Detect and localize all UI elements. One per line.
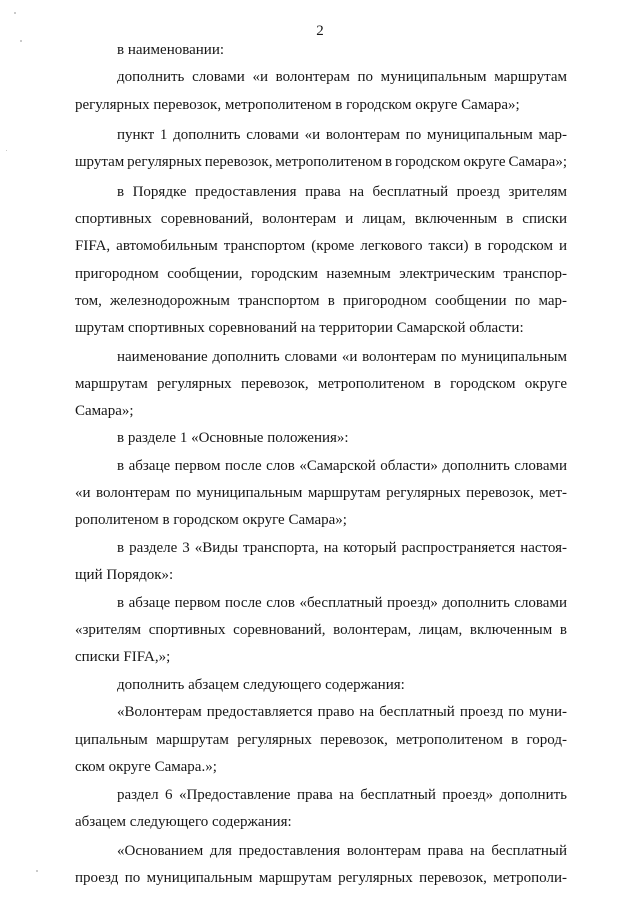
page-number: 2 — [316, 23, 324, 39]
text-line: «Основанием для предоставления волонтерам права на бесплатный — [117, 843, 567, 859]
text-line: в абзаце первом после слов «бесплатный проезд» дополнить словами — [117, 595, 567, 611]
text-line: в наименовании: — [117, 42, 225, 58]
text-line: рополитеном в городском округе Самара»; — [75, 512, 347, 528]
text-line: пункт 1 дополнить словами «и волонтерам по муниципальным мар- — [117, 127, 567, 143]
text-line: FIFA, автомобильным транспортом (кроме легкового такси) в городском и — [75, 238, 567, 254]
text-line: «и волонтерам по муниципальным маршрутам регулярных перевозок, мет- — [75, 485, 567, 501]
scan-speck — [14, 12, 16, 14]
text-line: шрутам спортивных соревнований на территории Самарской области: — [75, 320, 524, 336]
text-line: в разделе 1 «Основные положения»: — [117, 430, 349, 446]
text-line: Самара»; — [75, 403, 134, 419]
text-line: маршрутам регулярных перевозок, метрополитеном в городском округе — [75, 376, 567, 392]
text-line: дополнить словами «и волонтерам по муниципальным маршрутам — [117, 69, 567, 85]
text-line: в разделе 3 «Виды транспорта, на который распространяется настоя- — [117, 540, 567, 556]
text-line: том, железнодорожным транспортом в пригородном сообщении по мар- — [75, 293, 567, 309]
text-line: щий Порядок»: — [75, 567, 174, 583]
scan-speck — [36, 870, 38, 872]
text-line: шрутам регулярных перевозок, метрополитеном в городском округе Самара»; — [75, 154, 567, 170]
text-line: спортивных соревнований, волонтерам и лицам, включенным в списки — [75, 211, 567, 227]
text-line: наименование дополнить словами «и волонтерам по муниципальным — [117, 349, 567, 365]
text-line: раздел 6 «Предоставление права на бесплатный проезд» дополнить — [117, 787, 567, 803]
text-line: пригородном сообщении, городским наземным электрическим транспор- — [75, 266, 567, 282]
text-line: в абзаце первом после слов «Самарской области» дополнить словами — [117, 458, 567, 474]
scan-speck — [20, 40, 22, 42]
text-line: «зрителям спортивных соревнований, волонтерам, лицам, включенным в — [75, 622, 567, 638]
text-line: абзацем следующего содержания: — [75, 814, 292, 830]
text-line: списки FIFA,»; — [75, 649, 171, 665]
text-line: проезд по муниципальным маршрутам регулярных перевозок, метрополи- — [75, 870, 567, 886]
text-line: ском округе Самара.»; — [75, 759, 217, 775]
text-line: «Волонтерам предоставляется право на бесплатный проезд по муни- — [117, 704, 567, 720]
text-line: в Порядке предоставления права на бесплатный проезд зрителям — [117, 184, 567, 200]
scan-speck — [6, 150, 7, 151]
text-line: ципальным маршрутам регулярных перевозок, метрополитеном в город- — [75, 732, 567, 748]
text-line: регулярных перевозок, метрополитеном в городском округе Самара»; — [75, 97, 520, 113]
text-line: дополнить абзацем следующего содержания: — [117, 677, 405, 693]
